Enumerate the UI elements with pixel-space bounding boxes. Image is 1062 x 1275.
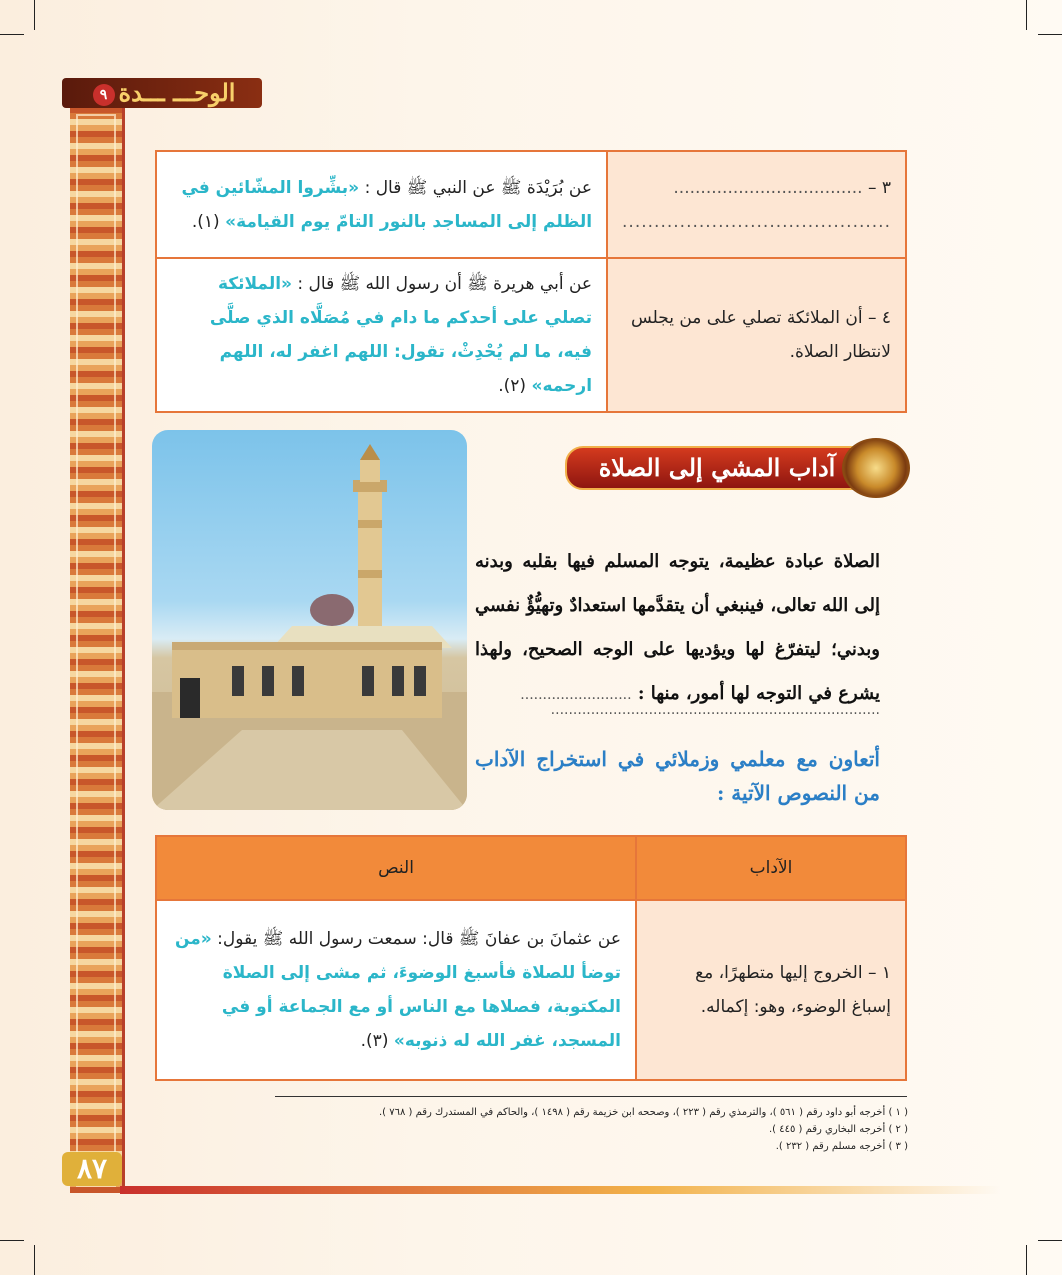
column-header-text: النص — [156, 836, 636, 900]
footnote-ref: (١). — [191, 211, 220, 232]
table-row — [156, 900, 906, 1080]
footnote-divider — [275, 1096, 907, 1097]
unit-number: ٩ — [93, 84, 115, 106]
crop-mark — [34, 1245, 35, 1275]
crop-mark — [1026, 1245, 1027, 1275]
intro-paragraph — [475, 540, 880, 717]
crop-mark — [34, 0, 35, 30]
fill-dots: ................................... — [673, 177, 863, 198]
table-row — [156, 151, 906, 258]
text-cell — [156, 900, 636, 1080]
footnotes — [240, 1104, 908, 1155]
crop-mark — [1038, 34, 1062, 35]
hadith-text: «الملائكة تصلي على أحدكم ما دام في مُصَلَّاه الذي صلَّى فيه، ما لم يُحْدِثْ، تقول: اللهم اغفر له، اللهم ارحمه» — [209, 274, 593, 396]
ornament-icon — [842, 438, 910, 498]
hadith-text: «بشِّروا المشّائين في الظلم إلى المساجد بالنور التامّ يوم القيامة» — [181, 177, 593, 232]
crop-mark — [1038, 1240, 1062, 1241]
crop-mark — [0, 1240, 24, 1241]
fill-dots: ......................... — [520, 687, 632, 703]
fill-dots-line: .......................................................................... — [550, 702, 880, 718]
mosque-illustration — [152, 430, 467, 810]
unit-label: الوحـــ ـــدة — [118, 78, 236, 107]
hadith-intro: عن أبي هريرة ﷺ أن رسول الله ﷺ قال : — [297, 274, 593, 294]
hadith-text: «من توضأ للصلاة فأسبغ الوضوءَ، ثم مشى إلى الصلاة المكتوبة، فصلاها مع الناس أو مع الجماعة أو في المسجد، غفر الله له ذنوبه» — [174, 929, 621, 1051]
decorative-side-band — [70, 108, 125, 1193]
mosque-photo — [152, 430, 467, 810]
footnote: ( ١ ) أخرجه أبو داود رقم ( ٥٦١ )، والترمذي رقم ( ٢٢٣ )، وصححه ابن خزيمة رقم ( ١٤٩٨ )، والحاكم في المستدرك رقم ( ٧٦٨ ). — [378, 1107, 908, 1118]
bottom-table — [155, 835, 907, 1081]
footnote-ref: (٣). — [360, 1031, 389, 1051]
manner-cell — [607, 258, 906, 412]
fill-dots: .......................................... — [622, 211, 891, 232]
bottom-decorative-line — [120, 1186, 1000, 1194]
section-heading — [565, 438, 910, 494]
table-row — [156, 258, 906, 412]
section-heading-title: آداب المشي إلى الصلاة — [565, 446, 869, 490]
column-header-manners: الآداب — [636, 836, 906, 900]
crop-mark — [1026, 0, 1027, 30]
page-number: ٨٧ — [62, 1152, 122, 1186]
footnote: ( ٣ ) أخرجه مسلم رقم ( ٢٣٢ ). — [775, 1141, 908, 1152]
text-cell — [156, 151, 607, 258]
top-table — [155, 150, 907, 413]
manner-number: ٣ – — [867, 177, 891, 198]
manner-text: ٤ – أن الملائكة تصلي على من يجلس لانتظار الصلاة. — [630, 308, 891, 362]
hadith-intro: عن عثمانَ بن عفانَ ﷺ قال: سمعت رسول الله ﷺ يقول: — [217, 929, 621, 949]
manner-text: ١ – الخروج إليها متطهرًا، مع إسباغ الوضوء، وهو: إكماله. — [695, 963, 891, 1017]
footnote: ( ٢ ) أخرجه البخاري رقم ( ٤٤٥ ). — [768, 1124, 908, 1135]
footnote-ref: (٢). — [498, 376, 527, 396]
manner-cell — [636, 900, 906, 1080]
hadith-intro: عن بُرَيْدَة ﷺ عن النبي ﷺ قال : — [364, 177, 593, 198]
text-cell — [156, 258, 607, 412]
manner-cell — [607, 151, 906, 258]
unit-header — [62, 78, 262, 108]
table-header-row — [156, 836, 906, 900]
intro-text: الصلاة عبادة عظيمة، يتوجه المسلم فيها بقلبه وبدنه إلى الله تعالى، فينبغي أن يتقدَّمها استعدادٌ وتهيُّؤٌ نفسي وبدني؛ ليتفرّغ لها ويؤديها على الوجه الصحيح، ولهذا يشرع في التوجه لها أمور، منها : — [475, 551, 880, 704]
activity-instruction: أتعاون مع معلمي وزملائي في استخراج الآداب من النصوص الآتية : — [475, 747, 880, 805]
crop-mark — [0, 34, 24, 35]
